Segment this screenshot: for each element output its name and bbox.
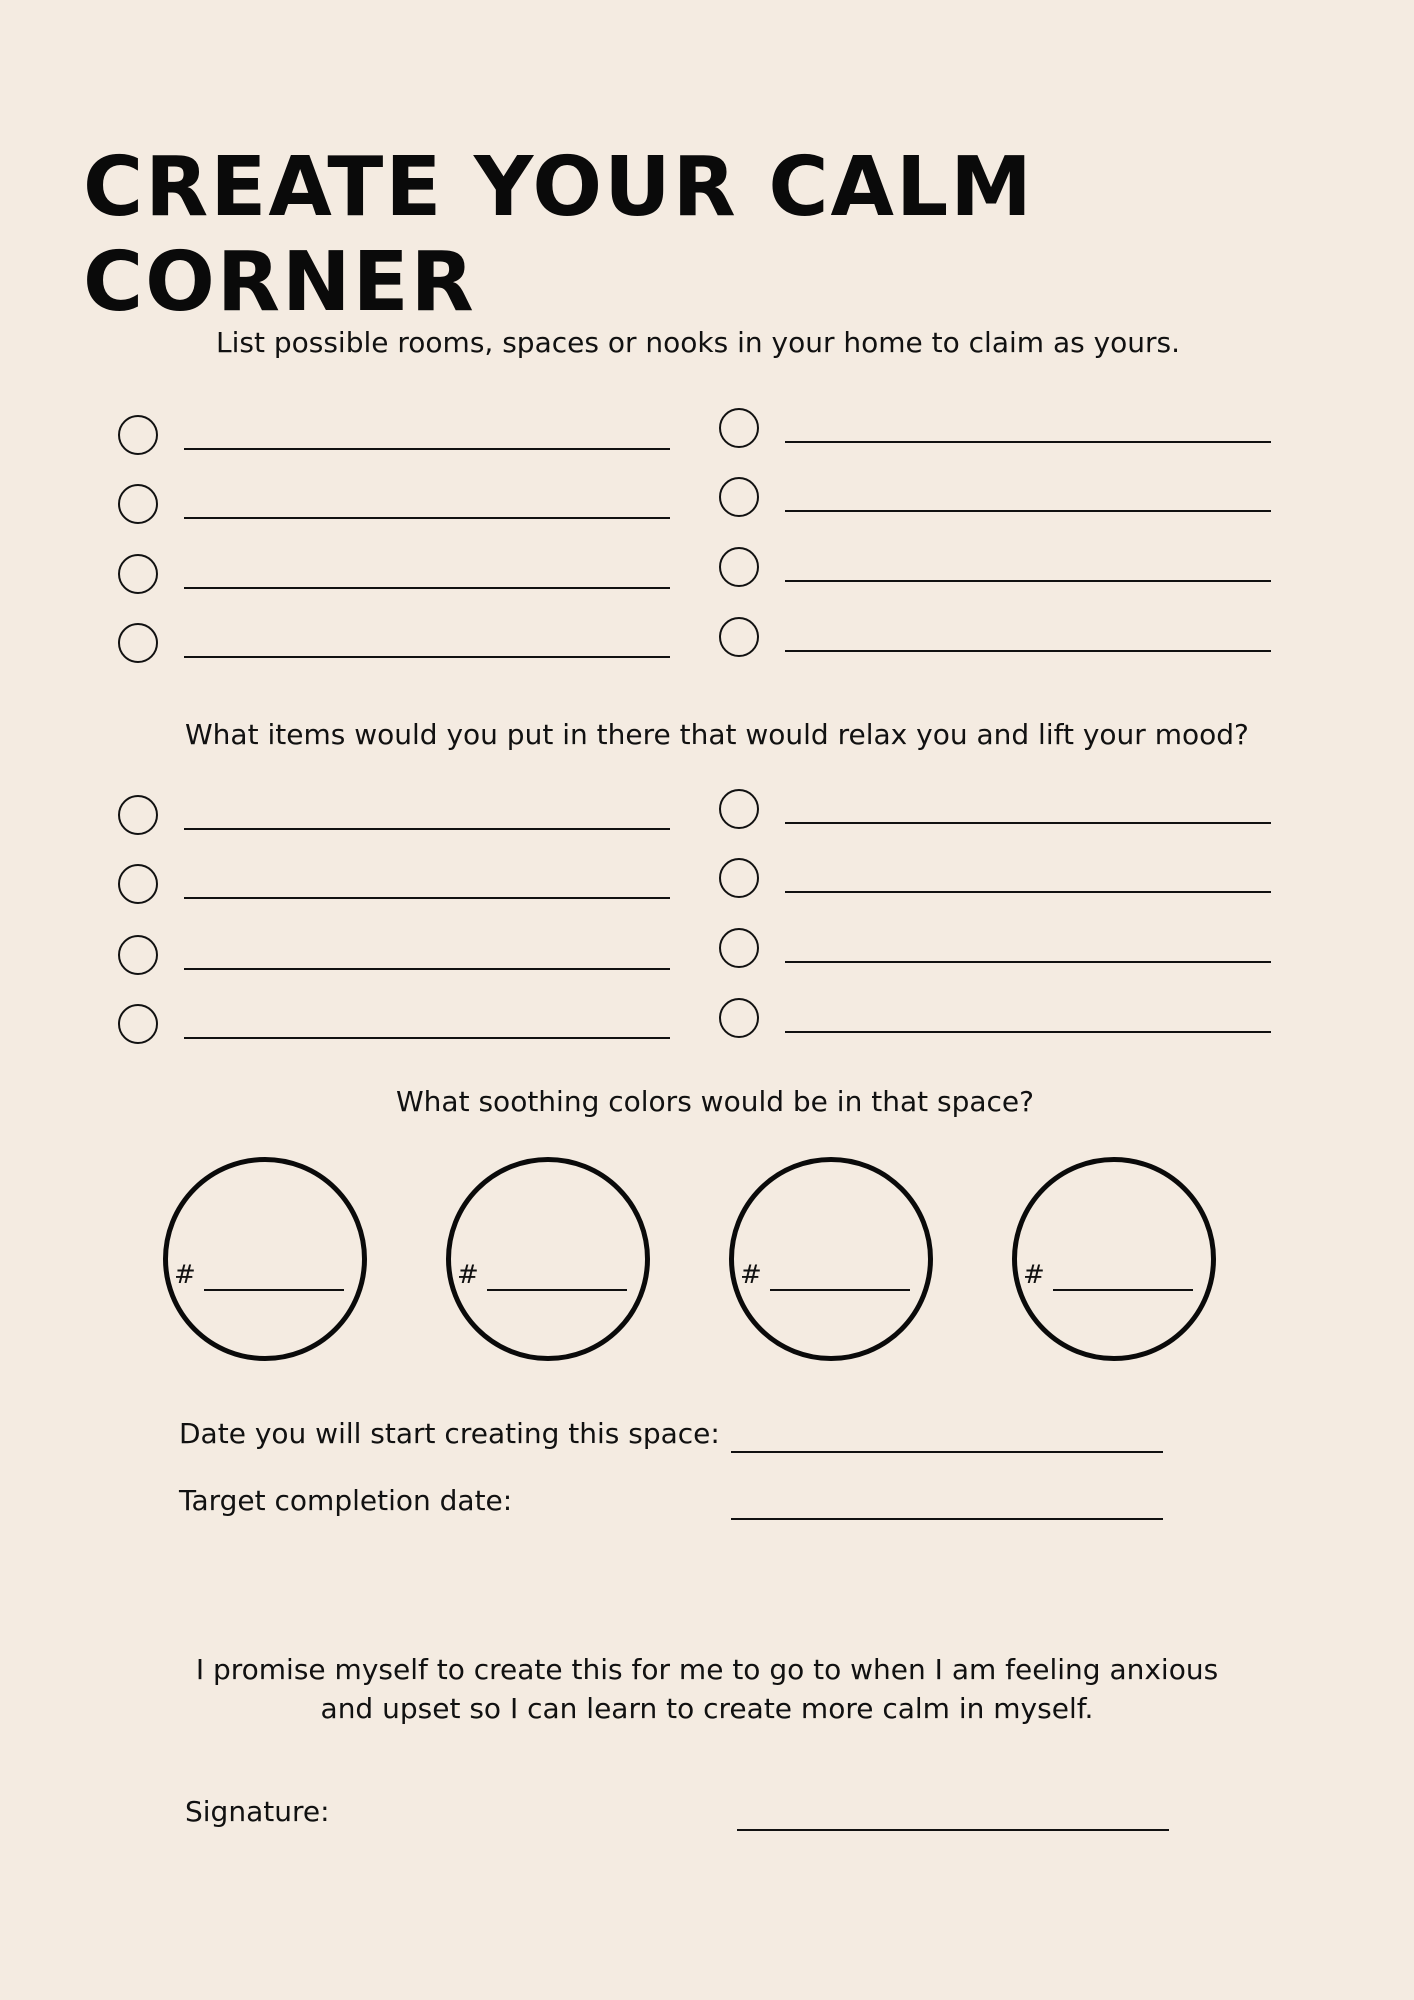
checkbox-circle[interactable] (118, 795, 158, 835)
color-swatch-4[interactable] (1012, 1157, 1216, 1361)
write-line[interactable] (785, 1031, 1271, 1033)
checkbox-circle[interactable] (118, 1004, 158, 1044)
write-line[interactable] (785, 650, 1271, 652)
write-line[interactable] (184, 897, 670, 899)
write-line[interactable] (184, 828, 670, 830)
target-date-label: Target completion date: (179, 1484, 513, 1517)
write-line[interactable] (785, 510, 1271, 512)
signature-label: Signature: (185, 1795, 330, 1828)
checkbox-circle[interactable] (719, 789, 759, 829)
write-line[interactable] (785, 891, 1271, 893)
checkbox-circle[interactable] (719, 928, 759, 968)
write-line[interactable] (785, 580, 1271, 582)
color-swatch-3[interactable] (729, 1157, 933, 1361)
checkbox-circle[interactable] (719, 408, 759, 448)
checkbox-circle[interactable] (118, 623, 158, 663)
start-date-label: Date you will start creating this space: (179, 1417, 720, 1450)
hex-write-line[interactable] (487, 1289, 627, 1291)
hex-write-line[interactable] (770, 1289, 910, 1291)
color-swatch-2[interactable] (446, 1157, 650, 1361)
rooms-prompt: List possible rooms, spaces or nooks in your home to claim as yours. (216, 326, 1181, 359)
pledge-line-2: and upset so I can learn to create more calm in myself. (320, 1692, 1094, 1725)
hex-write-line[interactable] (1053, 1289, 1193, 1291)
checkbox-circle[interactable] (719, 858, 759, 898)
hex-hash-label: # (174, 1260, 196, 1290)
items-prompt: What items would you put in there that would relax you and lift your mood? (185, 718, 1249, 751)
colors-prompt: What soothing colors would be in that space? (396, 1085, 1034, 1118)
pledge-line-1: I promise myself to create this for me to go to when I am feeling anxious (195, 1653, 1219, 1686)
color-swatch-1[interactable] (163, 1157, 367, 1361)
write-line[interactable] (184, 968, 670, 970)
target-date-line[interactable] (731, 1518, 1163, 1520)
page-title: CREATE YOUR CALM CORNER (83, 140, 1034, 330)
checkbox-circle[interactable] (118, 935, 158, 975)
write-line[interactable] (184, 517, 670, 519)
write-line[interactable] (785, 961, 1271, 963)
write-line[interactable] (184, 656, 670, 658)
write-line[interactable] (184, 587, 670, 589)
write-line[interactable] (785, 822, 1271, 824)
checkbox-circle[interactable] (719, 998, 759, 1038)
write-line[interactable] (184, 448, 670, 450)
write-line[interactable] (785, 441, 1271, 443)
checkbox-circle[interactable] (118, 484, 158, 524)
hex-hash-label: # (1023, 1260, 1045, 1290)
hex-hash-label: # (740, 1260, 762, 1290)
hex-hash-label: # (457, 1260, 479, 1290)
hex-write-line[interactable] (204, 1289, 344, 1291)
signature-line[interactable] (737, 1829, 1169, 1831)
checkbox-circle[interactable] (719, 617, 759, 657)
start-date-line[interactable] (731, 1451, 1163, 1453)
checkbox-circle[interactable] (719, 547, 759, 587)
checkbox-circle[interactable] (118, 554, 158, 594)
checkbox-circle[interactable] (118, 864, 158, 904)
checkbox-circle[interactable] (719, 477, 759, 517)
checkbox-circle[interactable] (118, 415, 158, 455)
write-line[interactable] (184, 1037, 670, 1039)
